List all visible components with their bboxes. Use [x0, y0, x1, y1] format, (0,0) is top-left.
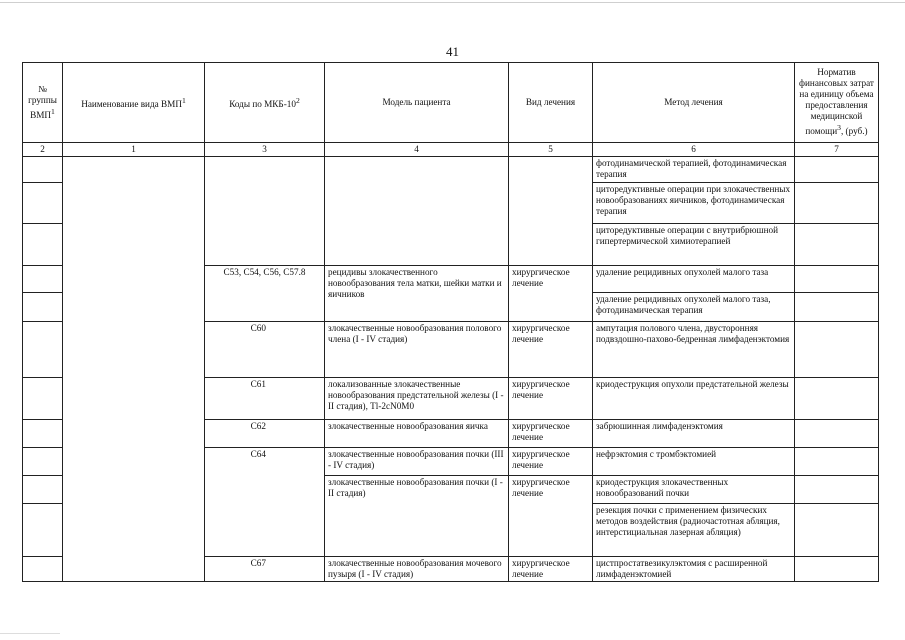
cell-method: криодеструкция злокачественных новообразований почки — [593, 476, 795, 504]
cell-method: цистпростатвезикулэктомия с расширенной лимфаденэктомией — [593, 557, 795, 582]
cell-model: злокачественные новообразования мочевого пузыря (I - IV стадия) — [325, 557, 509, 582]
cell-code: C67 — [205, 557, 325, 582]
cell-type: хирургическое лечение — [509, 322, 593, 378]
cell-method: нефрэктомия с тромбэктомией — [593, 448, 795, 476]
column-number-row — [23, 143, 879, 157]
cell-type: хирургическое лечение — [509, 557, 593, 582]
top-border-line — [0, 2, 905, 3]
cell-group — [23, 266, 63, 293]
header-row — [23, 63, 879, 143]
cell-type: хирургическое лечение — [509, 266, 593, 322]
cell-type: хирургическое лечение — [509, 448, 593, 476]
cell-code: C62 — [205, 420, 325, 448]
header-type: Вид лечения — [509, 63, 593, 143]
cell-method: фотодинамической терапией, фотодинамическая терапия — [593, 157, 795, 183]
table-row — [23, 157, 879, 183]
cell-method: циторедуктивные операции с внутрибрюшной гипертермической химиотерапией — [593, 224, 795, 266]
cell-type: хирургическое лечение — [509, 378, 593, 420]
colnum: 4 — [325, 143, 509, 157]
cell-model: рецидивы злокачественного новообразования тела матки, шейки матки и яичников — [325, 266, 509, 322]
cell-model: локализованные злокачественные новообразования предстательной железы (I - II стадия), Tl-2cN0M0 — [325, 378, 509, 420]
cell-code: C64 — [205, 448, 325, 557]
cell-group — [23, 322, 63, 378]
cell-norm — [795, 448, 879, 476]
cell-norm — [795, 322, 879, 378]
cell-group — [23, 476, 63, 504]
cell-method: удаление рецидивных опухолей малого таза, фотодинамическая терапия — [593, 293, 795, 322]
cell-norm — [795, 224, 879, 266]
cell-model — [325, 157, 509, 266]
cell-method: криодеструкция опухоли предстательной железы — [593, 378, 795, 420]
cell-code: C53, C54, C56, C57.8 — [205, 266, 325, 322]
cell-norm — [795, 266, 879, 293]
colnum: 5 — [509, 143, 593, 157]
cell-norm — [795, 476, 879, 504]
cell-norm — [795, 157, 879, 183]
cell-vmp-name — [63, 157, 205, 582]
cell-type: хирургическое лечение — [509, 476, 593, 557]
header-name: Наименование вида ВМП$^1$ — [63, 63, 205, 143]
cell-group — [23, 557, 63, 582]
cell-norm — [795, 293, 879, 322]
colnum: 3 — [205, 143, 325, 157]
cell-method: циторедуктивные операции при злокачественных новообразованиях яичников, фотодинамическая терапия — [593, 183, 795, 224]
cell-model: злокачественные новообразования яичка — [325, 420, 509, 448]
cell-group — [23, 448, 63, 476]
cell-method: забрюшинная лимфаденэктомия — [593, 420, 795, 448]
bottom-border-line — [0, 633, 60, 634]
cell-type — [509, 157, 593, 266]
cell-group — [23, 293, 63, 322]
header-norm: Норматив финансовых затрат на единицу объема предоставления медицинской помощи$^3$, (руб.) — [795, 63, 879, 143]
cell-norm — [795, 557, 879, 582]
cell-group — [23, 183, 63, 224]
header-model: Модель пациента — [325, 63, 509, 143]
cell-method: ампутация полового члена, двусторонняя подвздошно-пахово-бедренная лимфаденэктомия — [593, 322, 795, 378]
page-number: 41 — [446, 44, 459, 59]
vmp-table — [22, 62, 879, 582]
header-method: Метод лечения — [593, 63, 795, 143]
colnum: 2 — [23, 143, 63, 157]
cell-method: резекция почки с применением физических методов воздействия (радиочастотная абляция, интерстициальная лазерная абляция) — [593, 504, 795, 557]
cell-model: злокачественные новообразования почки (I - II стадия) — [325, 476, 509, 557]
cell-code: C60 — [205, 322, 325, 378]
cell-code — [205, 157, 325, 266]
header-codes: Коды по МКБ-$10^2$ — [205, 63, 325, 143]
colnum: 1 — [63, 143, 205, 157]
cell-group — [23, 224, 63, 266]
colnum: 6 — [593, 143, 795, 157]
cell-norm — [795, 378, 879, 420]
colnum: 7 — [795, 143, 879, 157]
cell-group — [23, 420, 63, 448]
cell-norm — [795, 420, 879, 448]
cell-type: хирургическое лечение — [509, 420, 593, 448]
cell-norm — [795, 183, 879, 224]
cell-group — [23, 378, 63, 420]
cell-group — [23, 157, 63, 183]
cell-code: C61 — [205, 378, 325, 420]
cell-model: злокачественные новообразования полового члена (I - IV стадия) — [325, 322, 509, 378]
header-group: № группы ВМП$^1$ — [23, 63, 63, 143]
cell-group — [23, 504, 63, 557]
cell-norm — [795, 504, 879, 557]
cell-model: злокачественные новообразования почки (III - IV стадия) — [325, 448, 509, 476]
cell-method: удаление рецидивных опухолей малого таза — [593, 266, 795, 293]
